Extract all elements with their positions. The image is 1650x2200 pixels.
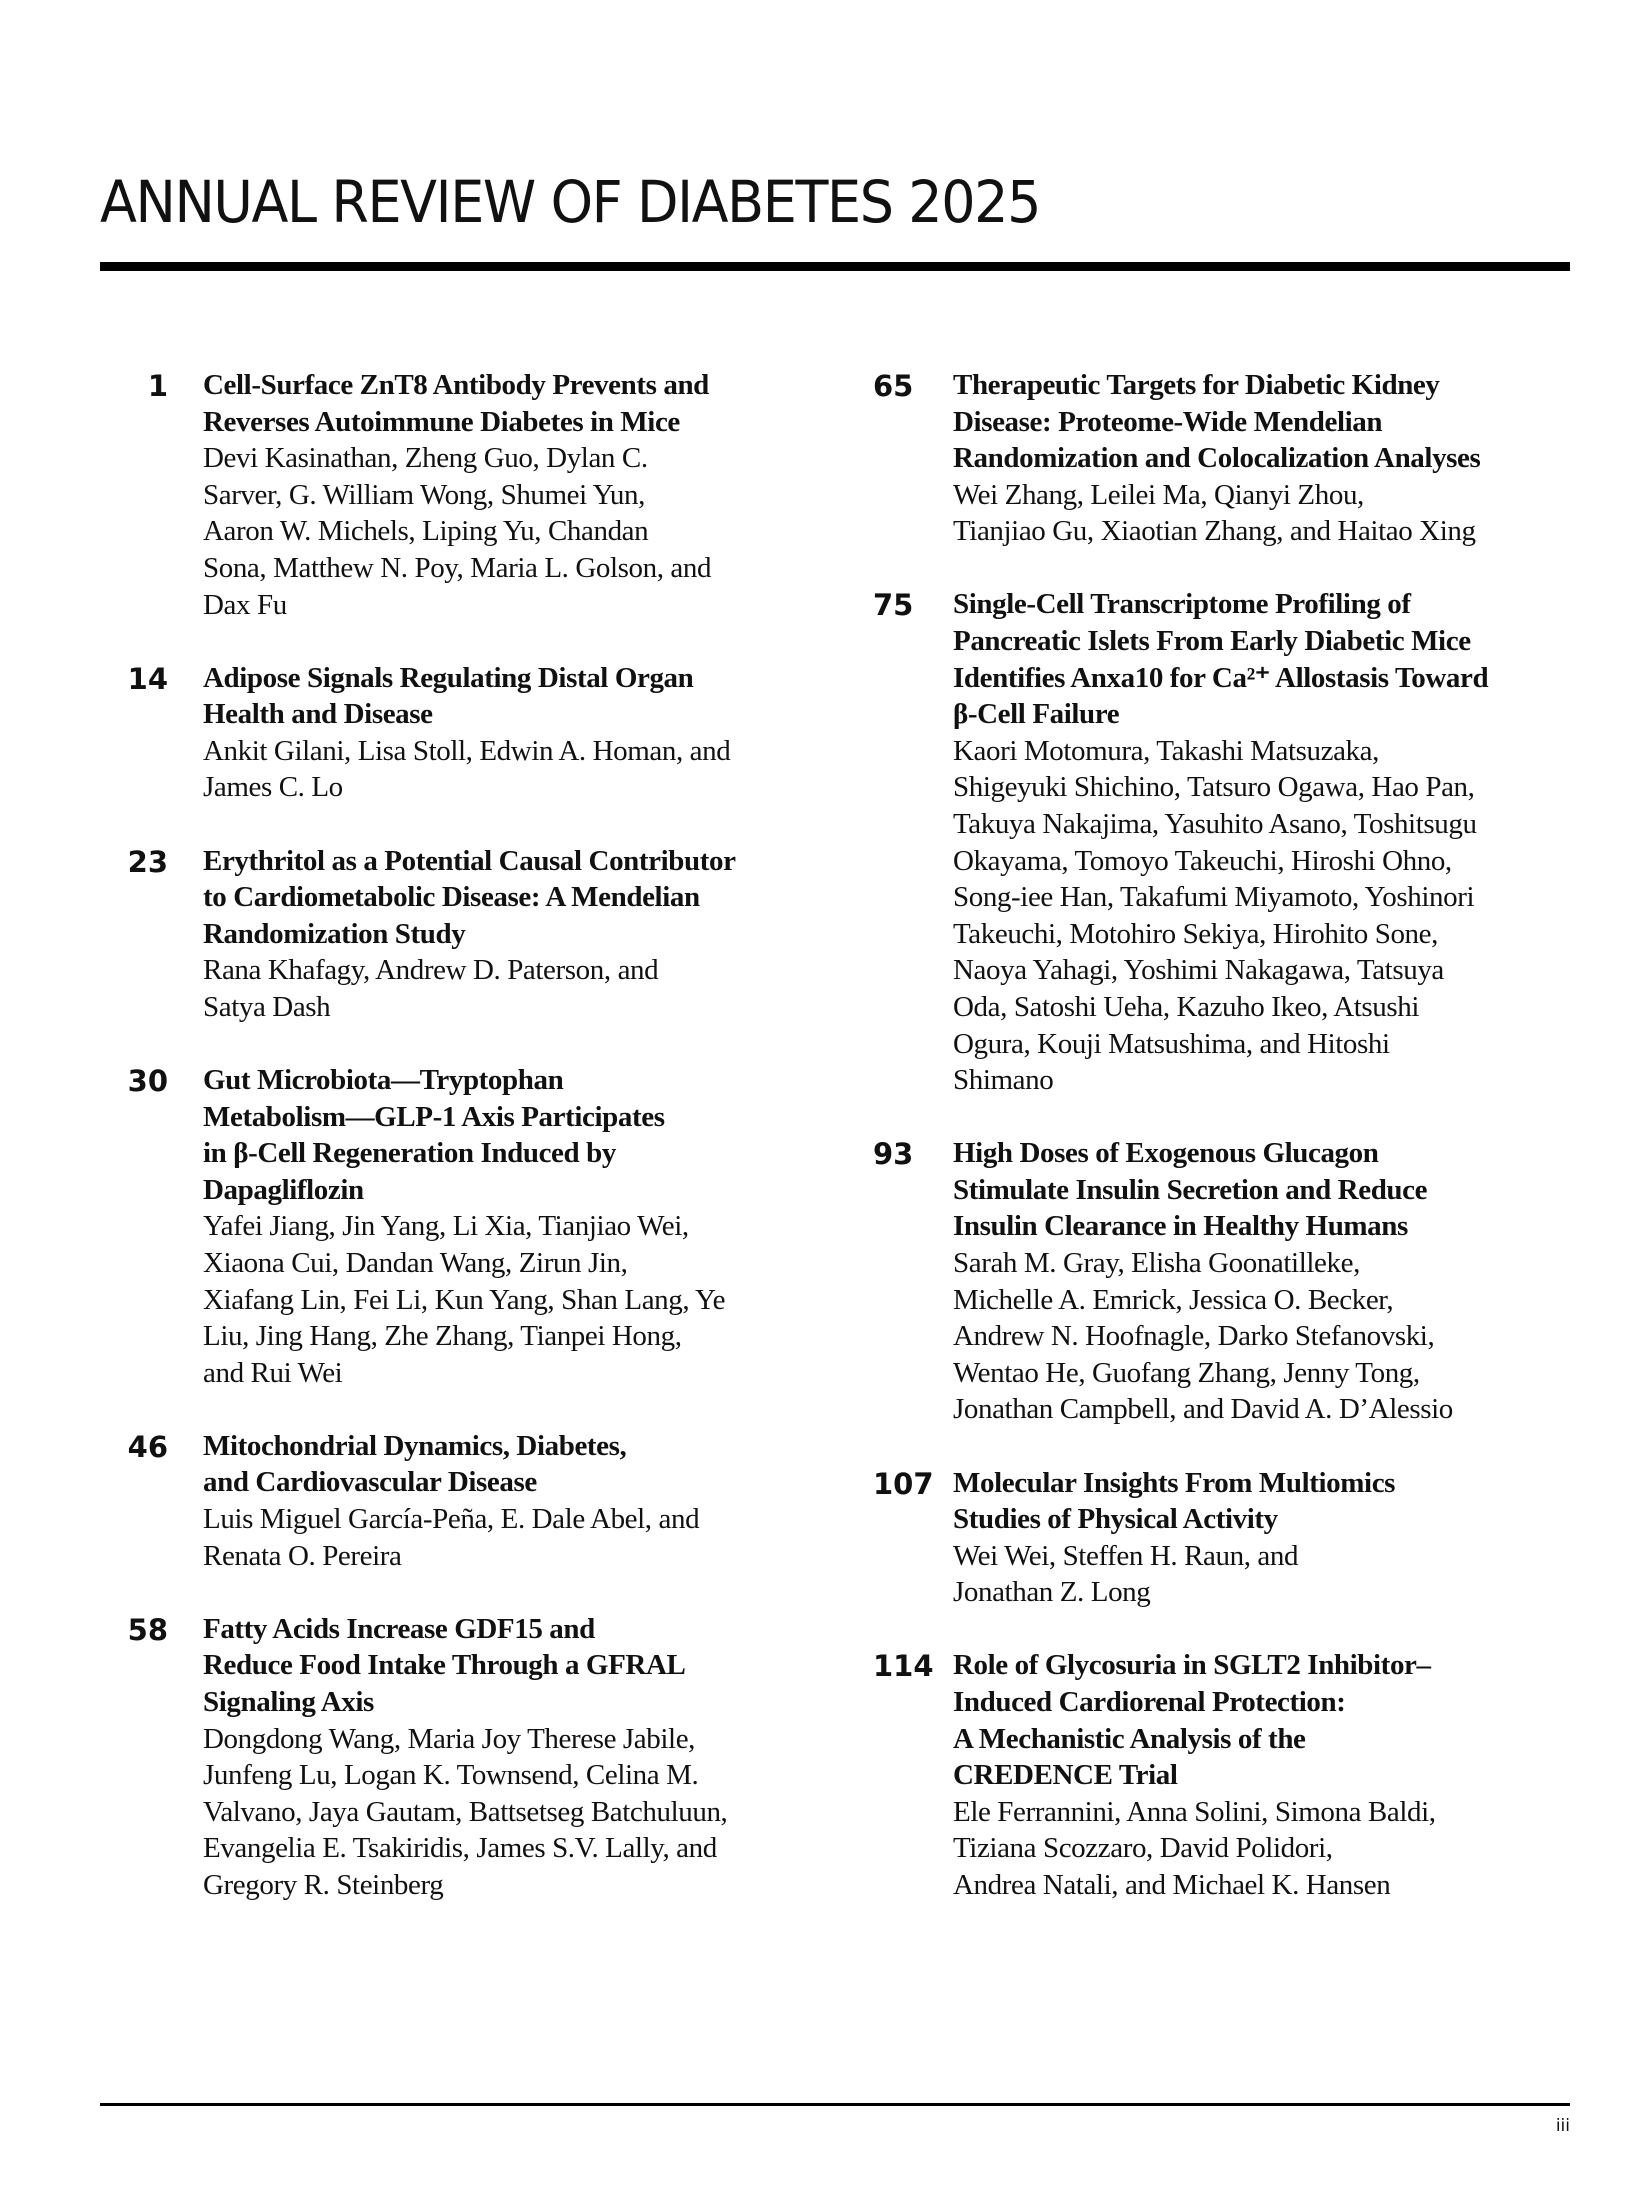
article-authors-line: Kaori Motomura, Takashi Matsuzaka, [953,734,1379,767]
article-authors-line: Sona, Matthew N. Poy, Maria L. Golson, and [203,551,712,584]
toc-page-number: 1 [147,369,168,403]
article-authors-line: Xiafang Lin, Fei Li, Kun Yang, Shan Lang, Ye [203,1283,726,1316]
article-authors-line: Ele Ferrannini, Anna Solini, Simona Baldi, [953,1795,1436,1828]
toc-entry-body [203,367,820,623]
article-title-line: CREDENCE Trial [953,1759,1178,1792]
article-authors-line: Wei Wei, Steffen H. Raun, and [953,1539,1299,1572]
article-title-line: Molecular Insights From Multiomics [953,1466,1396,1499]
article-authors-line: Aaron W. Michels, Liping Yu, Chandan [203,515,649,548]
article-authors-line: Oda, Satoshi Ueha, Kazuho Ikeo, Atsushi [953,991,1420,1023]
article-authors-line: Renata O. Pereira [203,1539,402,1572]
article-title-line: Stimulate Insulin Secretion and Reduce [953,1173,1428,1206]
article-authors-line: Valvano, Jaya Gautam, Battsetseg Batchuluun, [203,1795,728,1828]
article-title-line: β-Cell Failure [953,698,1120,731]
toc-page-number: 30 [127,1064,168,1098]
article-title-line: Induced Cardiorenal Protection: [953,1686,1346,1718]
article-title-line: Reduce Food Intake Through a GFRAL [203,1649,686,1682]
article-authors-line: Sarah M. Gray, Elisha Goonatilleke, [953,1247,1360,1280]
article-authors-line: Tiziana Scozzaro, David Polidori, [953,1832,1333,1865]
toc-page-number: 75 [873,588,914,623]
article-authors-line: James C. Lo [203,771,343,804]
toc-column-left [100,367,820,1940]
article-authors-line: Dax Fu [203,588,287,621]
article-title-line: Single-Cell Transcriptome Profiling of [953,588,1411,621]
article-authors-line: Rana Khafagy, Andrew D. Paterson, and [203,954,659,987]
article-authors-line: Luis Miguel García-Peña, E. Dale Abel, and [203,1503,700,1536]
toc-entry-body [203,660,820,806]
toc-entry[interactable] [100,660,820,806]
article-title-line: Randomization Study [203,917,466,950]
article-authors-line: Jonathan Z. Long [953,1576,1151,1609]
article-authors-line: Gregory R. Steinberg [203,1868,444,1901]
article-title-line: Mitochondrial Dynamics, Diabetes, [203,1429,627,1462]
toc-entry-body [953,1465,1570,1611]
article-title-line: Therapeutic Targets for Diabetic Kidney [953,369,1440,401]
article-title-line: Erythritol as a Potential Causal Contributor [203,844,736,877]
toc-entry-body [953,367,1570,550]
article-authors-line: Andrea Natali, and Michael K. Hansen [953,1868,1391,1901]
toc-page-number: 14 [127,661,168,696]
article-title-line: and Cardiovascular Disease [203,1466,537,1499]
toc-entry-body [203,1611,820,1904]
article-authors-line: Song-iee Han, Takafumi Miyamoto, Yoshinori [953,881,1475,914]
article-authors-line: Xiaona Cui, Dandan Wang, Zirun Jin, [203,1246,628,1279]
article-title-line: in β-Cell Regeneration Induced by [203,1137,616,1170]
toc-entry[interactable] [850,1465,1570,1611]
article-authors-line: and Rui Wei [203,1356,343,1389]
article-title-line: High Doses of Exogenous Glucagon [953,1137,1379,1170]
toc-entry[interactable] [850,586,1570,1098]
toc-entry[interactable] [100,367,820,623]
page-number: iii [1555,2116,1570,2136]
toc-page-number: 65 [873,369,914,403]
article-authors-line: Junfeng Lu, Logan K. Townsend, Celina M. [203,1759,699,1792]
article-authors-line: Satya Dash [203,990,331,1023]
article-authors-line: Ogura, Kouji Matsushima, and Hitoshi [953,1027,1390,1060]
footer-rule [100,2103,1570,2106]
toc-entry-body [953,1647,1570,1903]
toc-entry[interactable] [100,1062,820,1391]
article-authors-line: Shigeyuki Shichino, Tatsuro Ogawa, Hao Pan, [953,771,1475,804]
toc-entry[interactable] [850,1647,1570,1903]
article-title-line: Reverses Autoimmune Diabetes in Mice [203,405,680,438]
article-title-line: Disease: Proteome-Wide Mendelian [953,405,1383,438]
toc-entry[interactable] [850,367,1570,550]
article-authors-line: Jonathan Campbell, and David A. D’Alessio [953,1393,1453,1426]
article-title-line: Identifies Anxa10 for Ca²⁺ Allostasis Toward [953,661,1489,694]
toc-entry[interactable] [100,1611,820,1904]
article-title-line: A Mechanistic Analysis of the [953,1722,1306,1755]
toc-entry-body [953,1135,1570,1428]
toc-page-number: 58 [127,1612,168,1647]
toc-page-number: 46 [127,1429,168,1464]
toc-column-right [850,367,1570,1940]
article-title-line: Role of Glycosuria in SGLT2 Inhibitor– [953,1649,1431,1682]
toc-page-number: 93 [873,1137,914,1172]
article-authors-line: Liu, Jing Hang, Zhe Zhang, Tianpei Hong, [203,1320,682,1353]
toc-page-number: 107 [873,1466,934,1501]
article-title-line: Cell-Surface ZnT8 Antibody Prevents and [203,369,709,401]
article-title-line: Health and Disease [203,698,433,731]
article-authors-line: Andrew N. Hoofnagle, Darko Stefanovski, [953,1320,1435,1353]
page-title: ANNUAL REVIEW OF DIABETES 2025 [100,168,1041,236]
article-title-line: Randomization and Colocalization Analyses [953,442,1481,475]
article-authors-line: Tianjiao Gu, Xiaotian Zhang, and Haitao Xing [953,515,1476,548]
article-title-line: Metabolism—GLP-1 Axis Participates [203,1100,665,1133]
toc-entry-body [953,586,1570,1098]
article-authors-line: Devi Kasinathan, Zheng Guo, Dylan C. [203,442,648,475]
toc-entry-body [203,1062,820,1391]
article-authors-line: Wentao He, Guofang Zhang, Jenny Tong, [953,1356,1420,1389]
article-authors-line: Michelle A. Emrick, Jessica O. Becker, [953,1283,1394,1316]
toc-entry-body [203,1428,820,1574]
article-authors-line: Ankit Gilani, Lisa Stoll, Edwin A. Homan, and [203,734,731,767]
toc-entry-body [203,843,820,1026]
article-authors-line: Sarver, G. William Wong, Shumei Yun, [203,478,645,511]
article-title-line: to Cardiometabolic Disease: A Mendelian [203,881,700,914]
article-authors-line: Takeuchi, Motohiro Sekiya, Hirohito Sone, [953,917,1438,950]
article-authors-line: Dongdong Wang, Maria Joy Therese Jabile, [203,1722,696,1755]
article-title-line: Pancreatic Islets From Early Diabetic Mice [953,625,1471,658]
article-title-line: Dapagliflozin [203,1173,364,1206]
toc-page-number: 114 [873,1649,934,1684]
article-authors-line: Wei Zhang, Leilei Ma, Qianyi Zhou, [953,478,1364,511]
article-title-line: Fatty Acids Increase GDF15 and [203,1612,595,1645]
toc-entry[interactable] [850,1135,1570,1428]
toc-entry[interactable] [100,1428,820,1574]
article-authors-line: Takuya Nakajima, Yasuhito Asano, Toshitsugu [953,808,1477,841]
article-title-line: Insulin Clearance in Healthy Humans [953,1210,1408,1243]
toc-entry[interactable] [100,843,820,1026]
article-title-line: Signaling Axis [203,1685,374,1718]
article-title-line: Adipose Signals Regulating Distal Organ [203,661,694,694]
toc-page-number: 23 [127,844,168,879]
article-authors-line: Yafei Jiang, Jin Yang, Li Xia, Tianjiao Wei, [203,1210,689,1243]
article-authors-line: Naoya Yahagi, Yoshimi Nakagawa, Tatsuya [953,954,1444,987]
article-title-line: Studies of Physical Activity [953,1503,1278,1536]
article-title-line: Gut Microbiota—Tryptophan [203,1064,564,1096]
article-authors-line: Okayama, Tomoyo Takeuchi, Hiroshi Ohno, [953,844,1452,877]
header-rule [100,262,1570,271]
article-authors-line: Shimano [953,1064,1054,1097]
article-authors-line: Evangelia E. Tsakiridis, James S.V. Lally, and [203,1832,717,1865]
